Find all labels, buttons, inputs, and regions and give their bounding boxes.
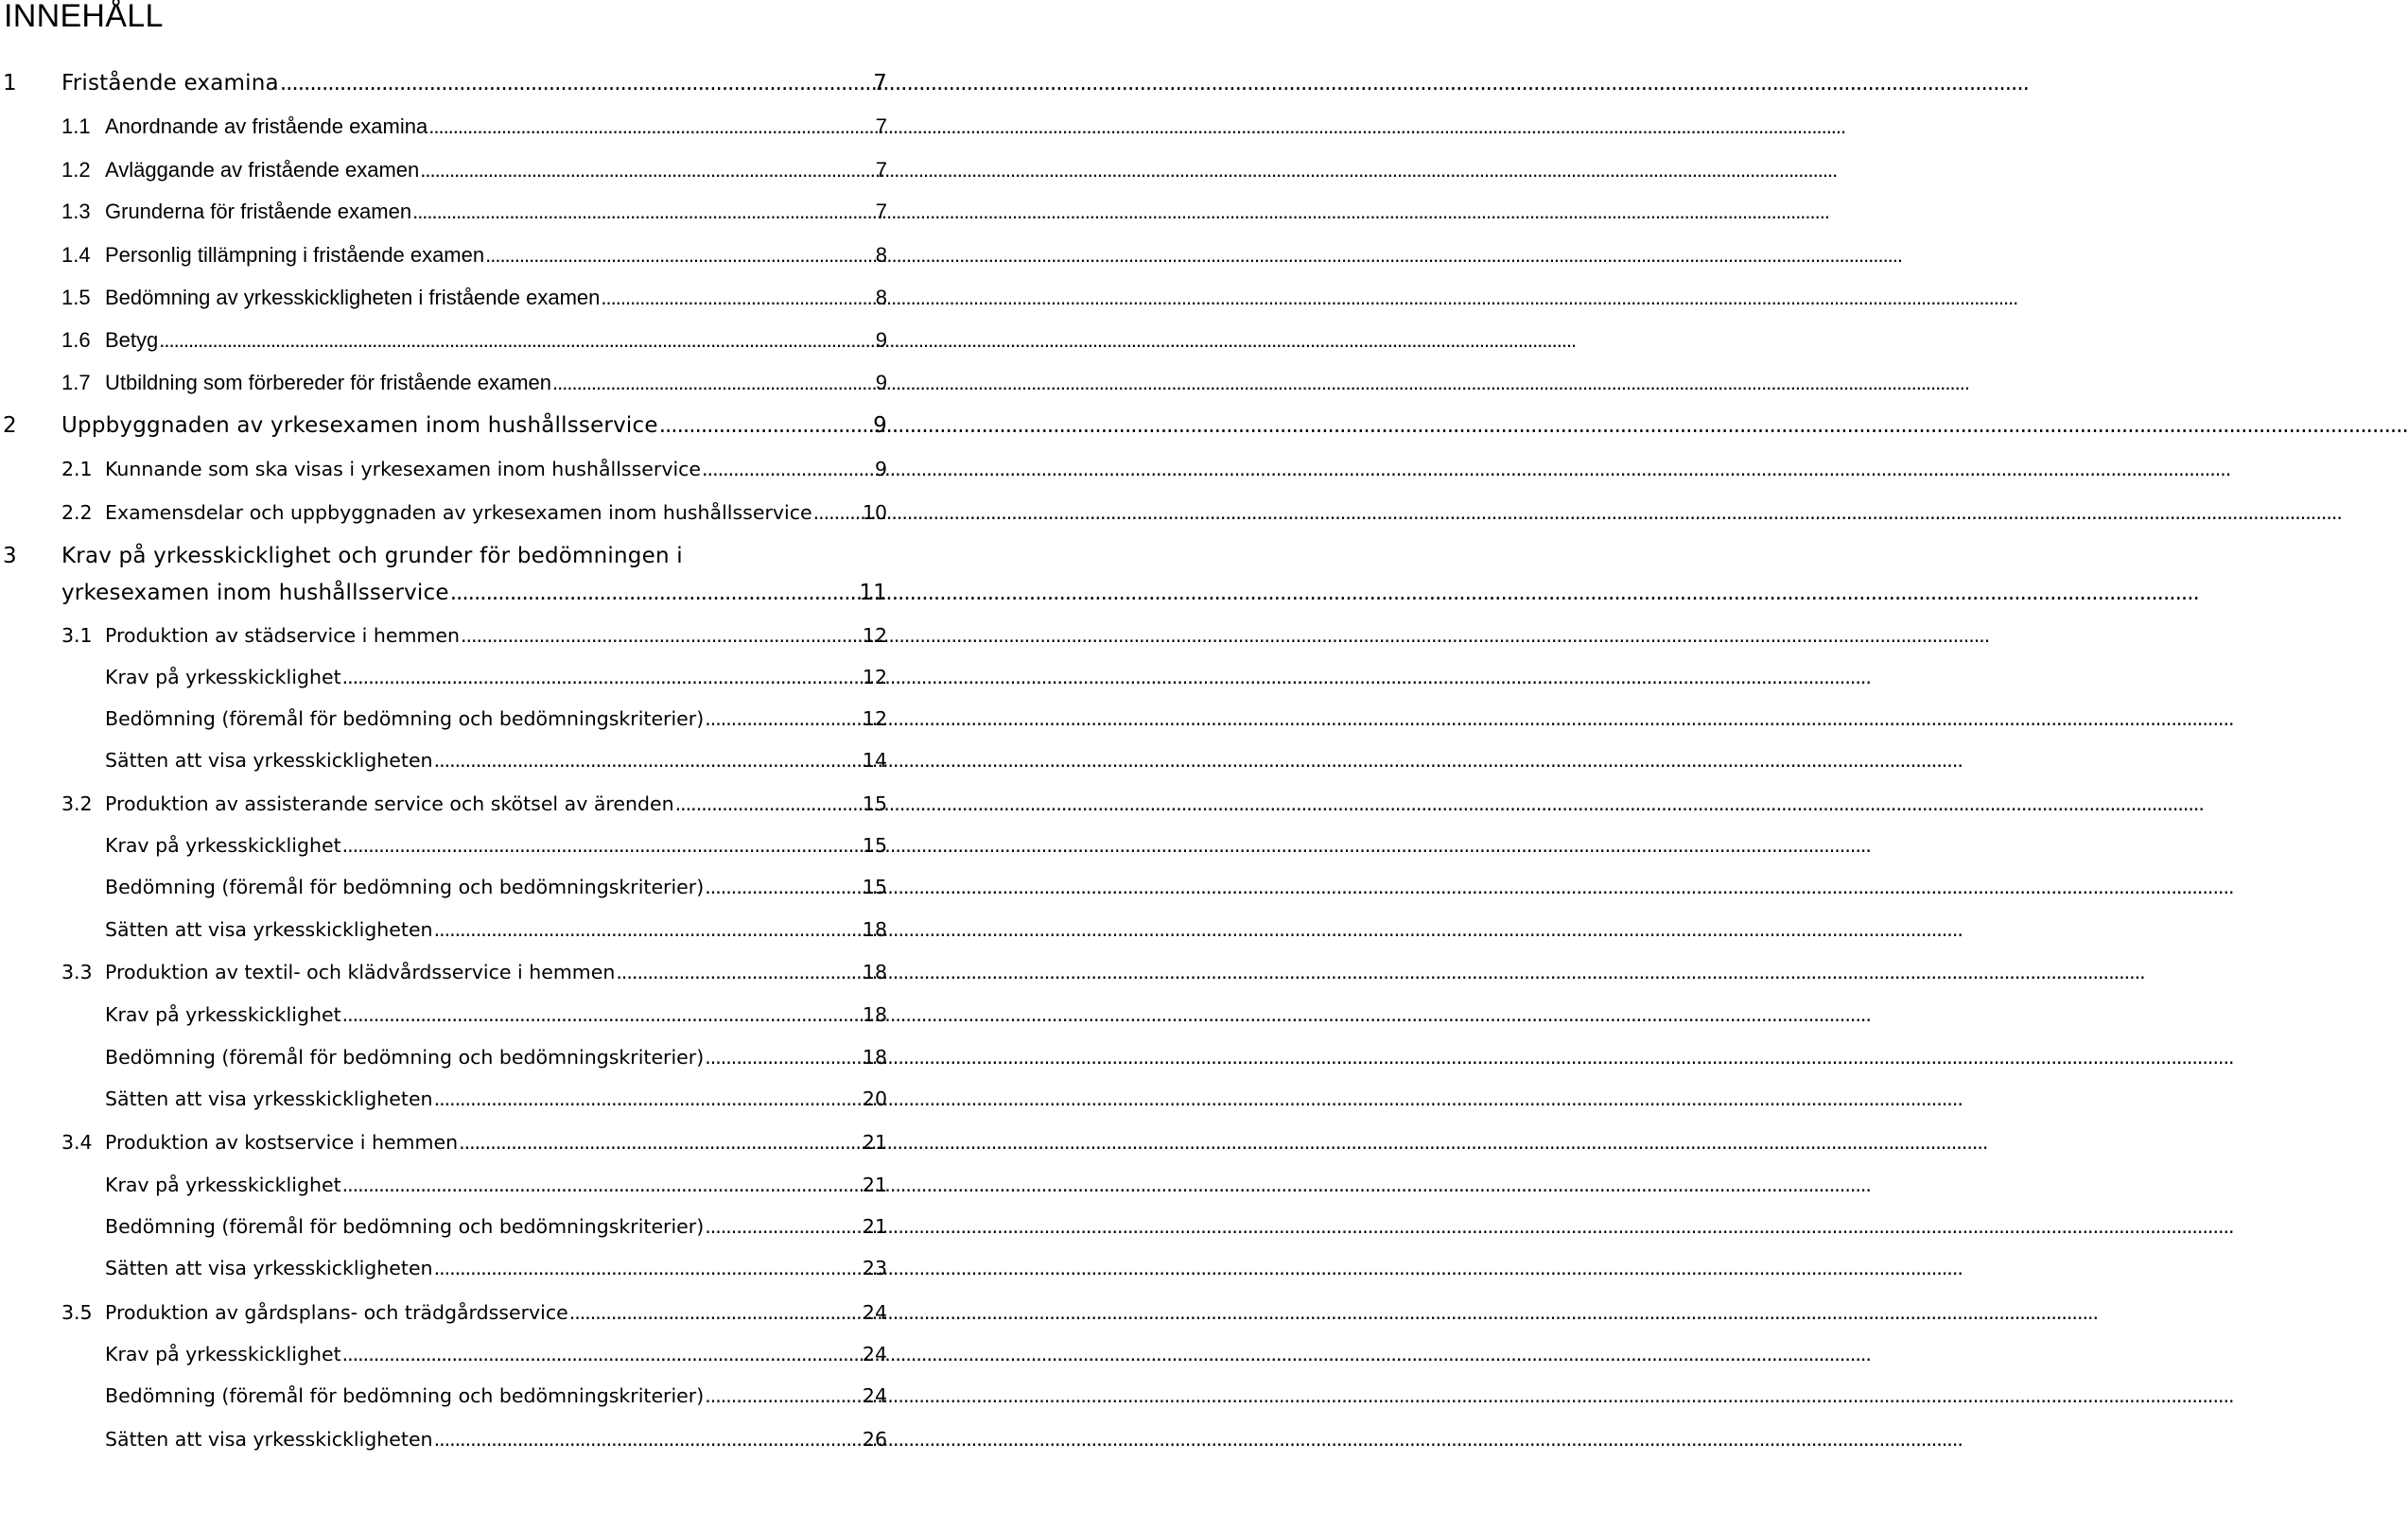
toc-entry[interactable] [0,1003,908,1026]
toc-entry[interactable] [0,71,908,96]
toc-entry-number: 1.7 [61,371,91,394]
toc-dot-leader [702,458,873,480]
toc-page-number: 15 [862,876,887,898]
toc-dot-leader [485,243,874,268]
toc-entry[interactable] [0,1301,908,1324]
toc-dot-leader [434,1428,861,1451]
toc-entry[interactable] [0,1046,908,1069]
toc-entry-title: Produktion av städservice i hemmen [105,624,460,647]
toc-entry-title: Anordnande av fristående examina [105,114,428,138]
toc-entry-number: 3.4 [61,1131,93,1154]
toc-entry[interactable] [0,371,908,395]
toc-page-number: 21 [862,1215,887,1238]
toc-entry[interactable] [0,624,908,647]
toc-entry[interactable] [0,458,908,480]
toc-entry-title: Krav på yrkesskicklighet [105,834,341,857]
toc-entry[interactable] [0,834,908,857]
toc-entry[interactable] [0,1087,908,1110]
toc-page-number: 9 [874,458,887,480]
toc-entry[interactable] [0,1257,908,1279]
toc-entry-title: Bedömning (föremål för bedömning och bedömningskriterier) [105,1384,705,1407]
toc-dot-leader [705,876,861,898]
toc-dot-leader [342,1343,861,1365]
toc-entry-title: Utbildning som förbereder för fristående examen [105,371,552,394]
toc-page-number: 15 [862,792,887,815]
toc-entry-title: Produktion av kostservice i hemmen [105,1131,459,1154]
toc-dot-leader [428,114,874,139]
toc-page-number: 18 [862,961,887,983]
toc-dot-leader [434,1087,861,1110]
toc-page-number: 12 [862,624,887,647]
toc-entry-number: 3.1 [61,624,93,647]
toc-dot-leader [459,1131,861,1154]
toc-page-number: 7 [875,114,887,138]
toc-entry-number: 3.5 [61,1301,93,1324]
toc-entry-title: Krav på yrkesskicklighet och grunder för bedömningen i [61,544,683,568]
toc-entry[interactable] [0,114,908,139]
toc-entry-title: Krav på yrkesskicklighet [105,1174,341,1196]
toc-entry[interactable] [0,243,908,268]
toc-page-number: 23 [862,1257,887,1279]
toc-entry-title: Sätten att visa yrkesskickligheten [105,1087,433,1110]
toc-entry-title: Krav på yrkesskicklighet [105,1343,341,1365]
toc-page-number: 12 [862,666,887,688]
toc-page-number: 12 [862,707,887,730]
toc-dot-leader [342,834,861,857]
toc-entry-title: Krav på yrkesskicklighet [105,1003,341,1026]
toc-entry[interactable] [0,544,908,568]
toc-entry-title: yrkesexamen inom hushållsservice [61,581,449,605]
toc-dot-leader [159,328,873,353]
toc-entry-number: 1.4 [61,243,91,267]
toc-entry-title: Fristående examina [61,71,279,96]
toc-page-number: 7 [875,200,887,223]
toc-entry-number: 1.2 [61,158,91,182]
toc-dot-leader [450,581,858,605]
toc-entry-title: Grunderna för fristående examen [105,200,412,223]
toc-dot-leader [461,624,861,647]
toc-dot-leader [601,286,873,310]
toc-entry-number: 1 [3,71,17,96]
toc-dot-leader [342,1174,861,1196]
toc-entry-number: 2.1 [61,458,93,480]
toc-entry-title: Bedömning (föremål för bedömning och bedömningskriterier) [105,1215,705,1238]
toc-entry[interactable] [0,1131,908,1154]
toc-entry[interactable] [0,328,908,353]
toc-dot-leader [569,1301,861,1324]
toc-entry-title: Sätten att visa yrkesskickligheten [105,749,433,772]
toc-entry[interactable] [0,200,908,224]
toc-entry[interactable] [0,961,908,983]
toc-page-number: 18 [862,918,887,941]
toc-entry-title: Krav på yrkesskicklighet [105,666,341,688]
toc-entry-number: 1.3 [61,200,91,223]
toc-page-number: 21 [862,1131,887,1154]
toc-dot-leader [616,961,861,983]
toc-dot-leader [434,918,861,941]
toc-entry-title: Betyg [105,328,159,352]
toc-entry[interactable] [0,666,908,688]
toc-entry-title: Sätten att visa yrkesskickligheten [105,1257,433,1279]
toc-entry[interactable] [0,158,908,183]
toc-page-number: 9 [875,328,887,352]
toc-entry-number: 3 [3,544,17,568]
toc-page-number: 9 [875,371,887,394]
toc-entry[interactable] [0,581,908,605]
toc-dot-leader [813,501,861,524]
toc-dot-leader [434,749,861,772]
toc-entry[interactable] [0,501,908,524]
toc-entry-number: 3.3 [61,961,93,983]
toc-entry[interactable] [0,1343,908,1365]
toc-entry[interactable] [0,918,908,941]
toc-entry-title: Kunnande som ska visas i yrkesexamen inom hushållsservice [105,458,702,480]
toc-entry[interactable] [0,749,908,772]
toc-dot-leader [705,1384,861,1407]
toc-page-number: 26 [862,1428,887,1451]
toc-dot-leader [342,1003,861,1026]
toc-entry-title: Produktion av textil- och klädvårdsservice i hemmen [105,961,616,983]
toc-dot-leader [552,371,874,395]
toc-page-number: 7 [873,71,887,96]
toc-entry-number: 1.1 [61,114,91,138]
toc-entry[interactable] [0,1174,908,1196]
toc-page-number: 10 [862,501,887,524]
toc-page-number: 7 [875,158,887,182]
toc-dot-leader [705,1215,861,1238]
toc-page-number: 20 [862,1087,887,1110]
toc-entry-title: Sätten att visa yrkesskickligheten [105,918,433,941]
toc-entry[interactable] [0,1215,908,1238]
toc-entry-number: 2 [3,413,17,438]
toc-page-number: 8 [875,243,887,267]
table-of-contents [0,0,908,1513]
toc-entry-title: Sätten att visa yrkesskickligheten [105,1428,433,1451]
toc-page-number: 18 [862,1046,887,1069]
toc-entry-title: Bedömning (föremål för bedömning och bedömningskriterier) [105,707,705,730]
toc-entry[interactable] [0,413,908,438]
toc-entry-title: Avläggande av fristående examen [105,158,420,182]
toc-entry[interactable] [0,1428,908,1451]
toc-entry-number: 3.2 [61,792,93,815]
toc-page-number: 24 [862,1301,887,1324]
toc-entry[interactable] [0,792,908,815]
toc-dot-leader [675,792,861,815]
toc-dot-leader [420,158,873,183]
toc-entry-number: 1.6 [61,328,91,352]
toc-entry-title: Bedömning (föremål för bedömning och bedömningskriterier) [105,876,705,898]
toc-dot-leader [342,666,861,688]
toc-entry-title: Produktion av gårdsplans- och trädgårdsservice [105,1301,568,1324]
toc-entry-title: Produktion av assisterande service och skötsel av ärenden [105,792,674,815]
toc-dot-leader [412,200,874,224]
toc-dot-leader [280,71,871,96]
toc-page-number: 15 [862,834,887,857]
toc-entry-title: Uppbyggnaden av yrkesexamen inom hushållsservice [61,413,658,438]
toc-entry-title: Bedömning av yrkesskickligheten i fristående examen [105,286,601,309]
toc-page-number: 11 [859,581,887,605]
page-title: INNEHÅLL [4,0,164,34]
toc-page-number: 18 [862,1003,887,1026]
toc-entry-title: Examensdelar och uppbyggnaden av yrkesexamen inom hushållsservice [105,501,812,524]
toc-page-number: 21 [862,1174,887,1196]
toc-dot-leader [434,1257,861,1279]
toc-page-number: 24 [862,1343,887,1365]
toc-entry-number: 2.2 [61,501,93,524]
toc-dot-leader [705,707,861,730]
toc-entry[interactable] [0,707,908,730]
toc-page-number: 24 [862,1384,887,1407]
toc-entry[interactable] [0,1384,908,1407]
toc-dot-leader [659,413,871,438]
toc-entry[interactable] [0,286,908,310]
toc-page-number: 8 [875,286,887,309]
toc-entry-number: 1.5 [61,286,91,309]
toc-page-number: 9 [873,413,887,438]
toc-dot-leader [705,1046,861,1069]
toc-entry[interactable] [0,876,908,898]
toc-entry-title: Personlig tillämpning i fristående examen [105,243,485,267]
toc-page-number: 14 [862,749,887,772]
toc-entry-title: Bedömning (föremål för bedömning och bedömningskriterier) [105,1046,705,1069]
